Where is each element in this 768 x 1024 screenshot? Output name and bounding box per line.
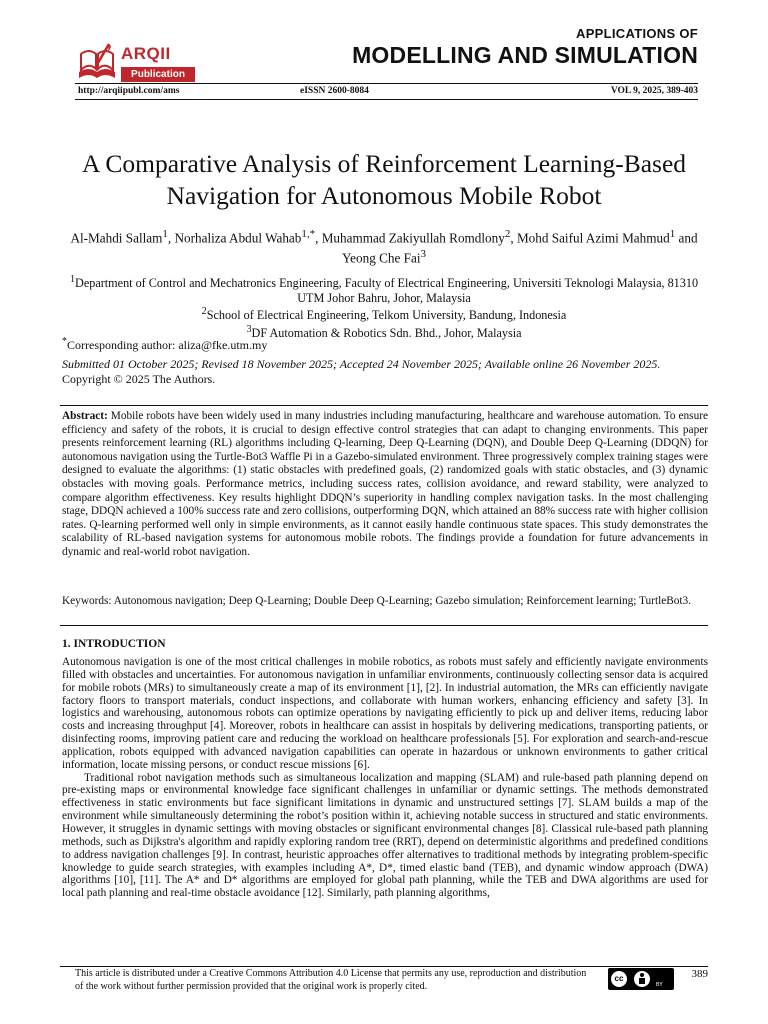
header-rule bbox=[75, 83, 698, 84]
author-list: Al-Mahdi Sallam$^1$, Norhaliza Abdul Wahab$^{1,*}$, Muhammad Zakiyullah Romdlony$^2$, Mohd Saiful Azimi Mahmud$^1$ and Yeong Che Fai$^3$ bbox=[70, 228, 698, 266]
abstract-rule-top bbox=[60, 405, 708, 406]
article-dates bbox=[62, 357, 712, 386]
attribution-person-icon bbox=[634, 971, 650, 987]
introduction-body bbox=[62, 656, 708, 900]
affiliations bbox=[60, 273, 708, 340]
section-heading: 1. INTRODUCTION bbox=[62, 638, 166, 650]
page-number: 389 bbox=[691, 968, 708, 980]
submission-dates: Submitted 01 October 2025; Revised 18 November 2025; Accepted 24 November 2025; Available online 26 November 2025. bbox=[62, 357, 661, 371]
license-notice: This article is distributed under a Creative Commons Attribution 4.0 License that permits any use, reproduction and distribution of the work without further permission provided that the original work is properly cited. bbox=[75, 968, 587, 992]
keywords: Keywords: Autonomous navigation; Deep Q-Learning; Double Deep Q-Learning; Gazebo simulation; Reinforcement learning; TurtleBot3. bbox=[62, 595, 692, 607]
journal-url-link[interactable]: http://arqiipubl.com/ams bbox=[78, 86, 180, 96]
abstract-text: Mobile robots have been widely used in many industries including manufacturing, healthcare and warehouse automation. To ensure efficiency and safety of the robots, it is crucial to design effective control strategies that can adapt to changing environments. This paper presents reinforcement learning (RL) algorithms including Q-learning, Deep Q-Learning (DQN), and Double Deep Q-Learning (DDQN) for autonomous navigation using the Turtle-Bot3 Waffle Pi in a Gazebo-simulated environment. Three progressively complex training stages were designed to evaluate the algorithms: (1) static obstacles with predefined goals, (2) randomized goals with static obstacles, and (3) dynamic obstacles with moving goals. Performance metrics, including success rates, collision avoidance, and reward stability, were analyzed to compare algorithm effectiveness. Key results highlight DDQN’s superiority in handling complex navigation tasks. In the most challenging stage, DDQN achieved a 100% success rate and zero collisions, outperforming DQN, which attained an 88% success rate with higher collision rates. Q-learning performed well only in simple environments, as it cannot easily handle continuous state spaces. This study demonstrates the scalability of RL-based navigation systems for autonomous mobile robots. The findings provide a foundation for future advancements in dynamic and real-world robot navigation. bbox=[62, 410, 709, 558]
corresponding-author: *Corresponding author: aliza@fke.utm.my bbox=[62, 336, 268, 352]
footer-rule bbox=[60, 966, 708, 967]
abstract bbox=[62, 410, 708, 560]
copyright-notice: Copyright © 2025 The Authors. bbox=[62, 371, 216, 386]
logo-publication: Publication bbox=[121, 67, 195, 82]
abstract-rule-bottom bbox=[60, 625, 708, 626]
cc-badge-label: BY bbox=[656, 982, 663, 988]
abstract-label: Abstract: bbox=[62, 410, 108, 422]
eissn: eISSN 2600-8084 bbox=[300, 86, 369, 96]
cc-by-badge[interactable] bbox=[608, 968, 674, 990]
paragraph: Traditional robot navigation methods such as simultaneous localization and mapping (SLAM) and rule-based path planning depend on pre-existing maps or environmental knowledge face significant challenges in unfamiliar or dynamic settings. The methods demonstrated effectiveness in static environments but face significant limitations in dynamic and unstructured settings [7]. SLAM builds a map of the environment while simultaneously determining the robot’s position within it, achieving notable success in structured and static environments. However, it struggles in dynamic settings with moving obstacles or significant environmental changes [8]. Classical rule-based path planning methods, such as Dijkstra's algorithm and rapidly exploring random tree (RRT), depend on deterministic algorithms and predefined conditions to address navigation challenges [9]. In contrast, heuristic approaches offer alternatives to traditional methods by integrating problem-specific knowledge to guide search strategies, with examples including A*, D*, timed elastic band (TEB), and dynamic window approach (DWA) algorithms [10], [11]. The A* and D* algorithms are employed for global path planning, while the TEB and DWA algorithms are used for local path planning and real-time obstacle avoidance [12]. Similarly, path planning algorithms, bbox=[62, 771, 708, 900]
journal-title-main: MODELLING AND SIMULATION bbox=[352, 42, 698, 68]
paragraph: Autonomous navigation is one of the most critical challenges in mobile robotics, as robots must safely and efficiently navigate environments filled with obstacles and uncertainties. For autonomous navigation in unfamiliar environments, continuously collecting sensor data is acquired for mobile robots (MRs) to simultaneously create a map of its environment [1], [2]. In industrial automation, the MRs can efficiently navigate factory floors to transport materials, conduct inspections, and collaborate with human workers, enhancing efficiency and safety [3]. In logistics and warehousing, autonomous robots can optimize operations by navigating efficiently to pick up and deliver items, reducing labor costs and increasing throughput [4]. Moreover, robots in healthcare can assist in hospitals by delivering medications, transporting patients, or disinfecting rooms, improving patient care and reducing the workload on healthcare professionals [5]. For exploration and search-and-rescue application, robots equipped with advanced navigation capabilities can operate in hazardous or unknown environments to gather critical information, locate missing persons, or conduct rescue missions [6]. bbox=[62, 656, 708, 771]
cc-icon: cc bbox=[611, 971, 627, 987]
header-rule-bottom bbox=[75, 99, 698, 100]
journal-header bbox=[0, 0, 768, 100]
article-title: A Comparative Analysis of Reinforcement Learning-Based Navigation for Autonomous Mobile Robot bbox=[81, 149, 687, 210]
affiliation-1: $^1$Department of Control and Mechatronics Engineering, Faculty of Electrical Engineering, Universiti Teknologi Malaysia, 81310 UTM Johor Bahru, Johor, Malaysia bbox=[69, 274, 699, 305]
publisher-logo[interactable] bbox=[75, 42, 195, 86]
book-quill-icon bbox=[75, 42, 119, 86]
logo-brand: ARQII bbox=[121, 44, 171, 63]
journal-title-top: APPLICATIONS OF bbox=[576, 26, 698, 41]
volume-info: VOL 9, 2025, 389-403 bbox=[610, 86, 698, 96]
affiliation-2: $^2$School of Electrical Engineering, Telkom University, Bandung, Indonesia bbox=[201, 306, 567, 323]
affiliation-3: $^3$DF Automation & Robotics Sdn. Bhd., Johor, Malaysia bbox=[246, 323, 522, 340]
